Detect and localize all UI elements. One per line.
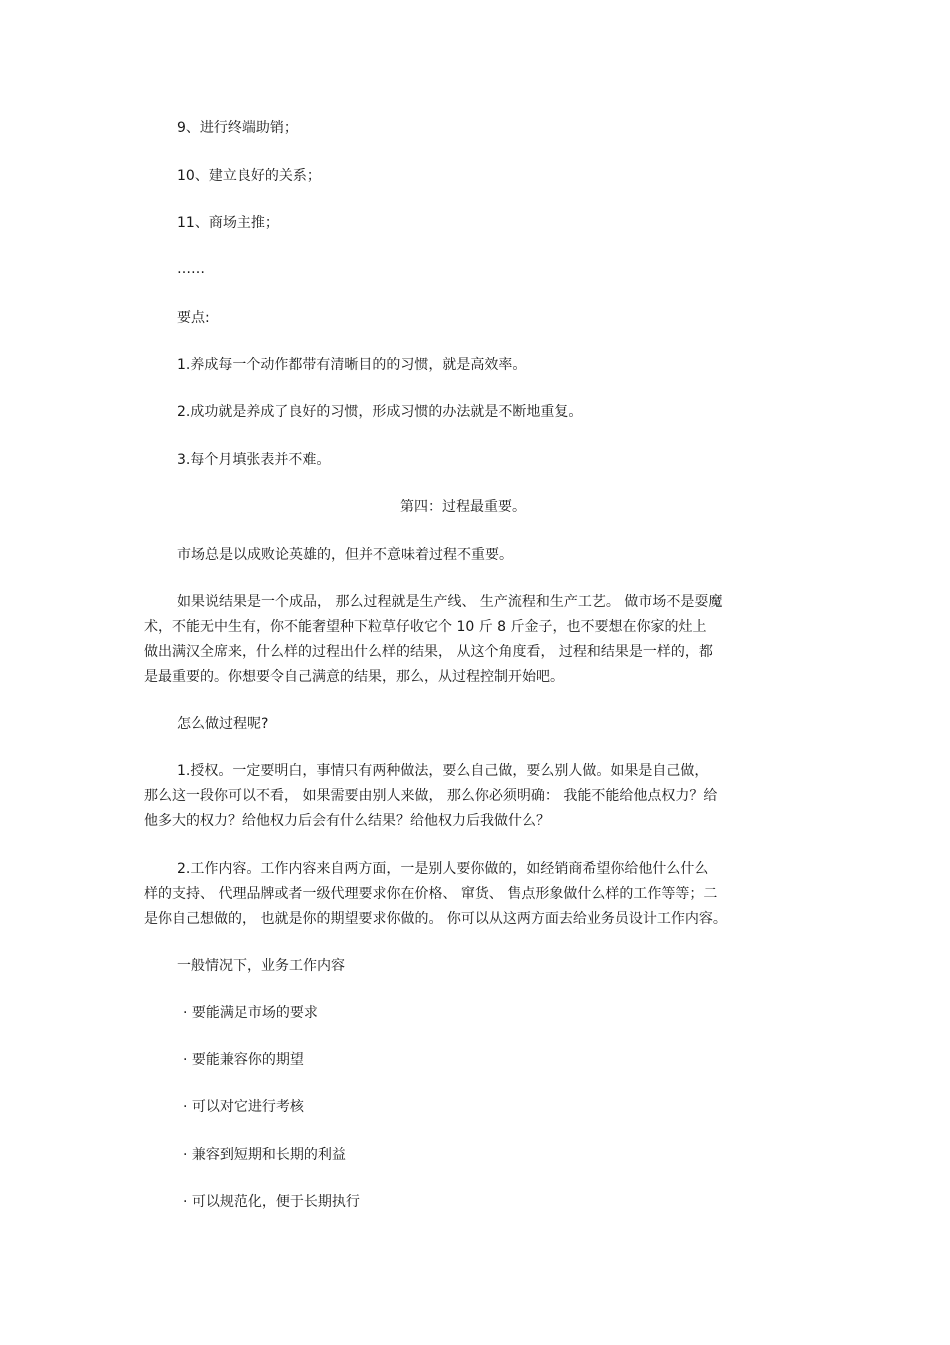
paragraph-line: 如果说结果是一个成品， 那么过程就是生产线、 生产流程和生产工艺。 做市场不是耍魔 (177, 594, 723, 610)
paragraph-line: 做出满汉全席来，什么样的过程出什么样的结果， 从这个角度看， 过程和结果是一样的，都 (144, 644, 713, 660)
bullet-item: · 可以规范化，便于长期执行 (183, 1194, 360, 1210)
paragraph-line: 1.授权。一定要明白，事情只有两种做法，要么自己做，要么别人做。如果是自己做， (177, 763, 709, 779)
bullet-item: · 可以对它进行考核 (183, 1099, 304, 1115)
paragraph-line: 2.工作内容。工作内容来自两方面，一是别人要你做的，如经销商希望你给他什么什么 (177, 861, 709, 877)
list-item: 11、商场主推； (177, 215, 279, 231)
general-statement: 一般情况下，业务工作内容 (177, 958, 345, 974)
bullet-item: · 兼容到短期和长期的利益 (183, 1147, 346, 1163)
key-point: 3.每个月填张表并不难。 (177, 452, 331, 468)
bullet-item: · 要能兼容你的期望 (183, 1052, 304, 1068)
key-points-label: 要点: (177, 310, 210, 326)
ellipsis: …… (177, 261, 205, 277)
key-point: 1.养成每一个动作都带有清晰目的的习惯，就是高效率。 (177, 357, 527, 373)
bullet-item: · 要能满足市场的要求 (183, 1005, 318, 1021)
list-item: 9、进行终端助销； (177, 120, 298, 136)
intro-paragraph: 市场总是以成败论英雄的，但并不意味着过程不重要。 (177, 547, 513, 563)
paragraph-line: 样的支持、 代理品牌或者一级代理要求你在价格、 窜货、 售点形象做什么样的工作等等；二 (144, 886, 718, 902)
paragraph-line: 术，不能无中生有，你不能奢望种下粒草仔收它个 10 斤 8 斤金子，也不要想在你家的灶上 (144, 619, 707, 635)
paragraph-line: 是你自己想做的， 也就是你的期望要求你做的。 你可以从这两方面去给业务员设计工作内容。 (144, 911, 727, 927)
list-item: 10、建立良好的关系； (177, 168, 321, 184)
paragraph-line: 是最重要的。你想要令自己满意的结果，那么，从过程控制开始吧。 (144, 669, 564, 685)
paragraph-line: 那么这一段你可以不看， 如果需要由别人来做， 那么你必须明确： 我能不能给他点权力？给 (144, 788, 718, 804)
paragraph-line: 他多大的权力？给他权力后会有什么结果？给他权力后我做什么？ (144, 813, 550, 829)
section-heading: 第四：过程最重要。 (400, 499, 526, 515)
key-point: 2.成功就是养成了良好的习惯，形成习惯的办法就是不断地重复。 (177, 404, 583, 420)
question: 怎么做过程呢? (177, 716, 269, 732)
